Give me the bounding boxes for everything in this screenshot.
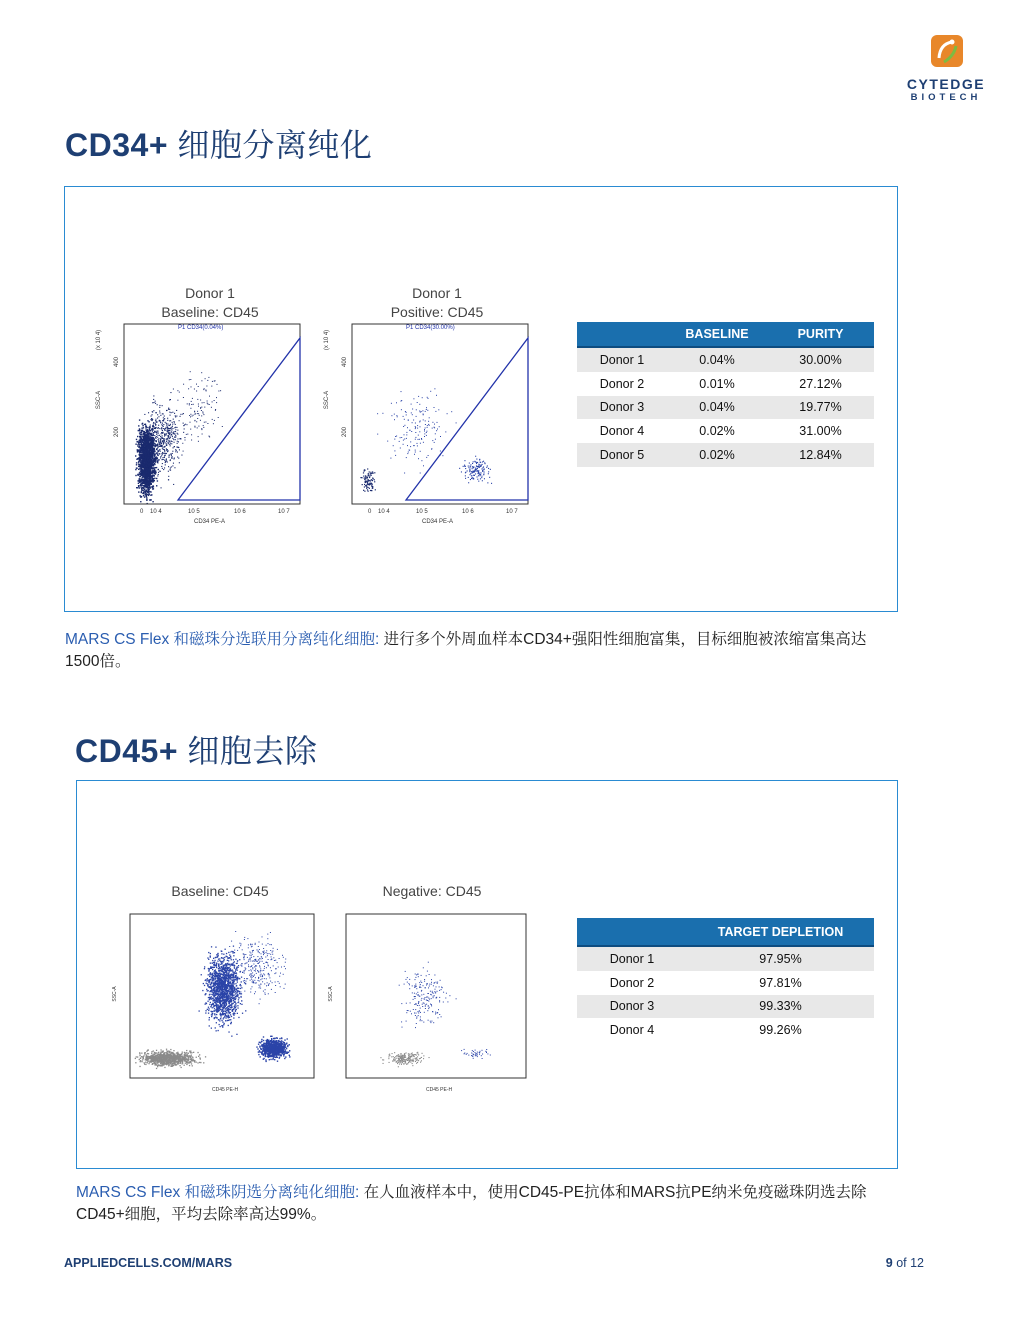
s1-plot2-title-line1: Donor 1 — [412, 285, 462, 301]
s2-plot2-axes — [346, 914, 526, 1078]
logo-wordmark: CYTEDGE — [906, 76, 986, 92]
s1-plot2-gate — [406, 338, 528, 500]
s1-plot2-xtick-4: 10 6 — [462, 509, 474, 515]
s1-plot2-title — [357, 284, 517, 322]
s2-plot2-dots — [380, 962, 490, 1068]
s1-plot1-xtick-4: 10 6 — [234, 509, 246, 515]
section1-heading-en: CD34+ — [65, 127, 168, 163]
s1-plot1-xtick-5: 10 7 — [278, 509, 290, 515]
s1-table-header-donor — [577, 322, 667, 347]
s1-plot2-ylabel: SSC-A — [324, 390, 330, 410]
table-cell-donor: Donor 2 — [599, 376, 645, 391]
table-cell-baseline: 0.04% — [667, 347, 767, 372]
section1-heading-cn: 细胞分离纯化 — [177, 127, 373, 163]
s1-plot2-xtick-5: 10 7 — [506, 509, 518, 515]
s1-plot1-xtick-1: 0 — [140, 509, 144, 515]
table-cell-donor: Donor 1 — [577, 946, 687, 971]
s2-plot2-xlabel: CD45 PE-H — [426, 1087, 453, 1093]
s1-plot1-xtick-2: 10 4 — [150, 509, 162, 515]
page-indicator — [870, 1256, 924, 1270]
table-cell-donor: Donor 4 — [599, 424, 645, 439]
table-cell-donor: Donor 3 — [577, 396, 667, 420]
s1-plot1-ytick-2: 200 — [114, 426, 120, 438]
s1-plot1-gate-label: P1 CD34(0.04%) — [178, 325, 224, 331]
s1-plot2-yunit: (x 10 4) — [324, 329, 330, 351]
table-row — [577, 443, 874, 467]
s1-plot1-title — [130, 284, 290, 322]
s2-plot2-title: Negative: CD45 — [382, 883, 482, 899]
table-cell-purity: 27.12% — [799, 376, 842, 391]
s1-plot2-title-line2: Positive: CD45 — [390, 304, 484, 320]
table-cell-depletion: 97.81% — [759, 975, 802, 990]
section1-heading — [65, 120, 372, 166]
page-total: of 12 — [896, 1256, 924, 1270]
s1-caption-body: 进行多个外周血样本CD34+强阳性细胞富集，目标细胞被浓缩富集高达1500倍。 — [65, 631, 867, 670]
section2-heading-cn: 细胞去除 — [187, 733, 318, 769]
s1-plot1-ylabel: SSC-A — [96, 390, 102, 410]
table-row — [577, 971, 874, 995]
s2-caption-lead: MARS CS Flex 和磁珠阴选分离纯化细胞: — [76, 1184, 360, 1201]
s1-plot2-axes — [352, 324, 528, 504]
s2-results-table — [577, 918, 874, 1042]
s1-plot2-xlabel: CD34 PE-A — [422, 519, 454, 525]
table-row — [577, 347, 874, 372]
s1-plot2-gate-label: P1 CD34(30.00%) — [406, 325, 455, 331]
table-cell-donor: Donor 2 — [609, 975, 655, 990]
table-cell-depletion: 99.33% — [687, 995, 874, 1019]
s1-plot1-xtick-3: 10 5 — [188, 509, 200, 515]
table-row — [577, 995, 874, 1019]
table-row — [577, 372, 874, 396]
s1-results-table — [577, 322, 874, 467]
s2-table-header-row — [577, 918, 874, 946]
table-cell-baseline: 0.02% — [699, 424, 735, 439]
s1-plot2-ytick-1: 400 — [342, 356, 348, 368]
s2-scatter-plot-1 — [108, 908, 318, 1096]
s1-plot2-xtick-3: 10 5 — [416, 509, 428, 515]
s1-plot1-title-line2: Baseline: CD45 — [161, 304, 259, 320]
table-cell-donor: Donor 3 — [577, 995, 687, 1019]
s1-table-header-baseline: BASELINE — [667, 322, 767, 347]
s1-plot2-dots — [360, 388, 492, 492]
s2-plot1-dots — [135, 931, 291, 1069]
section2-heading-en: CD45+ — [75, 733, 178, 769]
s2-plot1-title: Baseline: CD45 — [171, 883, 269, 899]
table-cell-baseline: 0.04% — [667, 396, 767, 420]
s1-caption-lead: MARS CS Flex 和磁珠分选联用分离纯化细胞: — [65, 631, 380, 648]
table-cell-baseline: 0.01% — [699, 376, 735, 391]
s1-plot1-ytick-1: 400 — [114, 356, 120, 368]
table-cell-purity: 30.00% — [767, 347, 874, 372]
table-cell-donor: Donor 1 — [577, 347, 667, 372]
table-row — [577, 1018, 874, 1042]
s1-plot2-xtick-2: 10 4 — [378, 509, 390, 515]
table-cell-purity: 12.84% — [767, 443, 874, 467]
s2-caption-body: 在人血液样本中，使用CD45-PE抗体和MARS抗PE纳米免疫磁珠阴选去除CD45+细胞，平均去除率高达99%。 — [76, 1184, 867, 1223]
s2-table-header-donor — [577, 918, 687, 946]
s1-plot1-gate — [178, 338, 300, 500]
table-row — [577, 396, 874, 420]
table-cell-donor: Donor 4 — [609, 1023, 655, 1038]
s2-plot1-ylabel: SSC-A — [112, 986, 118, 1002]
s1-plot1-xlabel: CD34 PE-A — [194, 519, 226, 525]
table-cell-depletion: 97.95% — [687, 946, 874, 971]
logo-mark-icon — [930, 34, 964, 68]
table-row — [577, 946, 874, 971]
table-cell-purity: 31.00% — [799, 424, 842, 439]
s1-plot1-dots — [135, 371, 223, 504]
table-cell-donor: Donor 5 — [577, 443, 667, 467]
table-cell-purity: 19.77% — [767, 396, 874, 420]
logo-subtitle: BIOTECH — [910, 92, 982, 103]
s1-scatter-plot-2 — [316, 320, 536, 530]
s2-plot2-ylabel: SSC-A — [328, 986, 334, 1002]
s1-plot1-title-line1: Donor 1 — [185, 285, 235, 301]
s2-scatter-plot-2 — [324, 908, 534, 1096]
section2-heading — [75, 726, 317, 772]
table-cell-baseline: 0.02% — [667, 443, 767, 467]
table-cell-depletion: 99.26% — [759, 1023, 802, 1038]
s1-table-header-row — [577, 322, 874, 347]
brand-logo — [900, 34, 992, 104]
s2-caption — [76, 1182, 876, 1226]
page-number: 9 — [885, 1256, 893, 1270]
footer-url-link[interactable]: APPLIEDCELLS.COM/MARS — [64, 1256, 233, 1270]
s1-plot2-ytick-2: 200 — [342, 426, 348, 438]
s2-plot1-xlabel: CD45 PE-H — [212, 1087, 239, 1093]
s1-plot2-xtick-1: 0 — [368, 509, 372, 515]
s1-table-header-purity: PURITY — [767, 322, 874, 347]
table-row — [577, 419, 874, 443]
s1-scatter-plot-1 — [88, 320, 308, 530]
s1-plot1-yunit: (x 10 4) — [96, 329, 102, 351]
s2-table-header-depletion: TARGET DEPLETION — [687, 918, 874, 946]
s1-caption — [65, 629, 895, 673]
